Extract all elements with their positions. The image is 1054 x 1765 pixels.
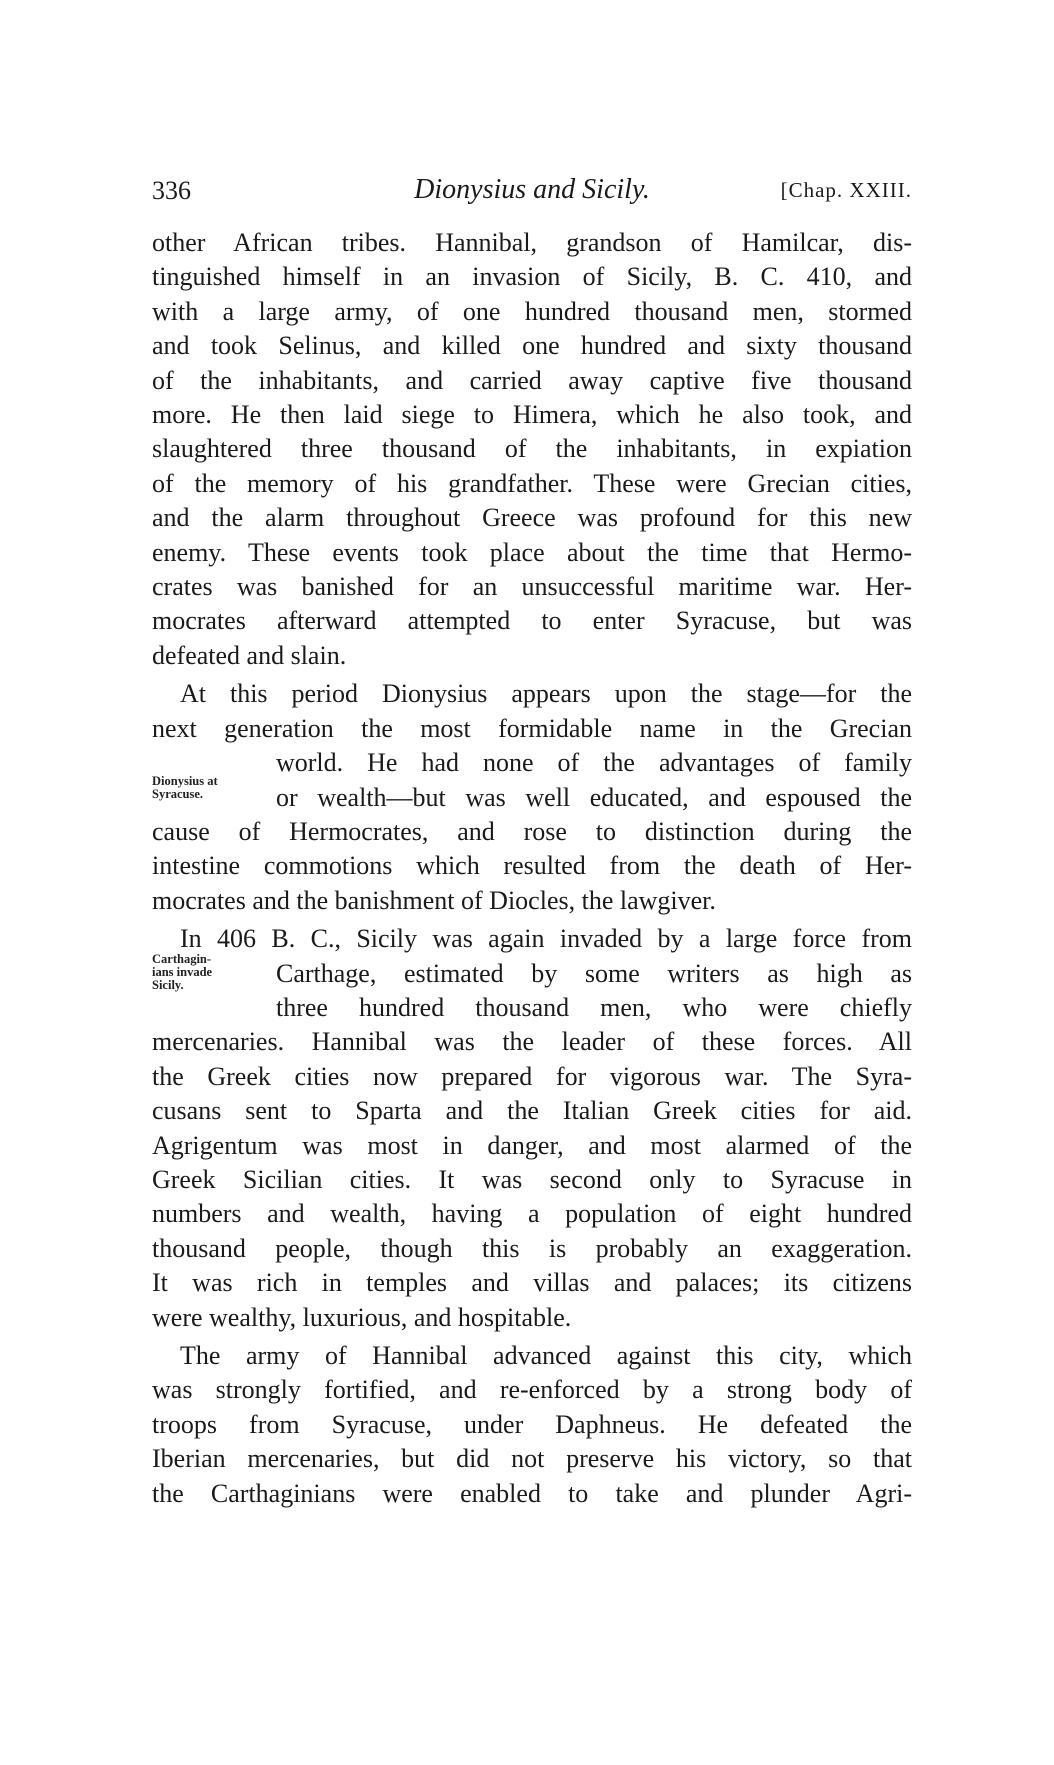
text-line: defeated and slain. (152, 640, 347, 670)
text-line: enemy. These events took place about the time that Hermo- (152, 537, 912, 567)
paragraph (152, 677, 912, 918)
text-line: cause of Hermocrates, and rose to distinction during the (152, 816, 912, 846)
running-header (152, 176, 912, 216)
text-line: cusans sent to Sparta and the Italian Greek cities for aid. (152, 1096, 912, 1126)
running-title: Dionysius and Sicily. (414, 174, 650, 205)
text-line: crates was banished for an unsuccessful maritime war. Her- (152, 572, 912, 602)
margin-note-line: Syracuse. (152, 787, 204, 801)
paragraph (152, 226, 912, 673)
text-line: thousand people, though this is probably an exaggeration. (152, 1233, 912, 1263)
text-line: intestine commotions which resulted from the death of Her- (152, 851, 912, 881)
paragraph (152, 922, 912, 1335)
text-line: troops from Syracuse, under Daphneus. He defeated the (152, 1409, 912, 1439)
paragraph (152, 1339, 912, 1511)
text-line: of the inhabitants, and carried away captive five thousand (152, 365, 912, 395)
text-line: and the alarm throughout Greece was profound for this new (152, 503, 912, 533)
text-line: the Carthaginians were enabled to take and plunder Agri- (152, 1478, 912, 1508)
text-line: more. He then laid siege to Himera, which he also took, and (152, 400, 912, 430)
text-line: were wealthy, luxurious, and hospitable. (152, 1302, 572, 1332)
margin-note-line: Sicily. (152, 978, 184, 992)
text-line: was strongly fortified, and re-enforced by a strong body of (152, 1375, 912, 1405)
text-line: and took Selinus, and killed one hundred and sixty thousand (152, 331, 912, 361)
body-text (152, 226, 912, 1515)
text-line: tinguished himself in an invasion of Sicily, B. C. 410, and (152, 262, 912, 292)
text-line: or wealth—but was well educated, and espoused the (276, 782, 912, 812)
text-line: three hundred thousand men, who were chiefly (276, 992, 912, 1022)
text-line: Greek Sicilian cities. It was second only to Syracuse in (152, 1164, 912, 1194)
text-line: At this period Dionysius appears upon the stage—for the (180, 679, 912, 709)
text-line: It was rich in temples and villas and palaces; its citizens (152, 1268, 912, 1298)
margin-note-line: ians invade (152, 965, 213, 979)
text-line: Agrigentum was most in danger, and most alarmed of the (152, 1130, 912, 1160)
text-line: next generation the most formidable name in the Grecian (152, 713, 912, 743)
text-line: mocrates afterward attempted to enter Syracuse, but was (152, 606, 912, 636)
margin-note-line: Dionysius at (152, 774, 218, 788)
page-number: 336 (152, 176, 191, 205)
text-line: The army of Hannibal advanced against this city, which (180, 1341, 912, 1370)
text-line: with a large army, of one hundred thousand men, stormed (152, 296, 912, 326)
text-line: the Greek cities now prepared for vigorous war. The Syra- (152, 1061, 912, 1091)
text-line: mercenaries. Hannibal was the leader of these forces. All (152, 1027, 912, 1057)
text-line: Iberian mercenaries, but did not preserve his victory, so that (152, 1444, 912, 1474)
text-line: numbers and wealth, having a population of eight hundred (152, 1199, 912, 1229)
text-line: In 406 B. C., Sicily was again invaded by a large force from (180, 924, 912, 954)
text-line: Carthage, estimated by some writers as high as (276, 958, 912, 988)
text-line: slaughtered three thousand of the inhabitants, in expiation (152, 434, 912, 464)
chapter-label: [Chap. XXIII. (780, 178, 912, 202)
text-line: mocrates and the banishment of Diocles, the lawgiver. (152, 885, 716, 915)
text-line: other African tribes. Hannibal, grandson of Hamilcar, dis- (152, 228, 912, 257)
margin-note-line: Carthagin- (152, 952, 212, 966)
text-line: of the memory of his grandfather. These were Grecian cities, (152, 468, 912, 498)
text-line: world. He had none of the advantages of family (276, 748, 912, 778)
